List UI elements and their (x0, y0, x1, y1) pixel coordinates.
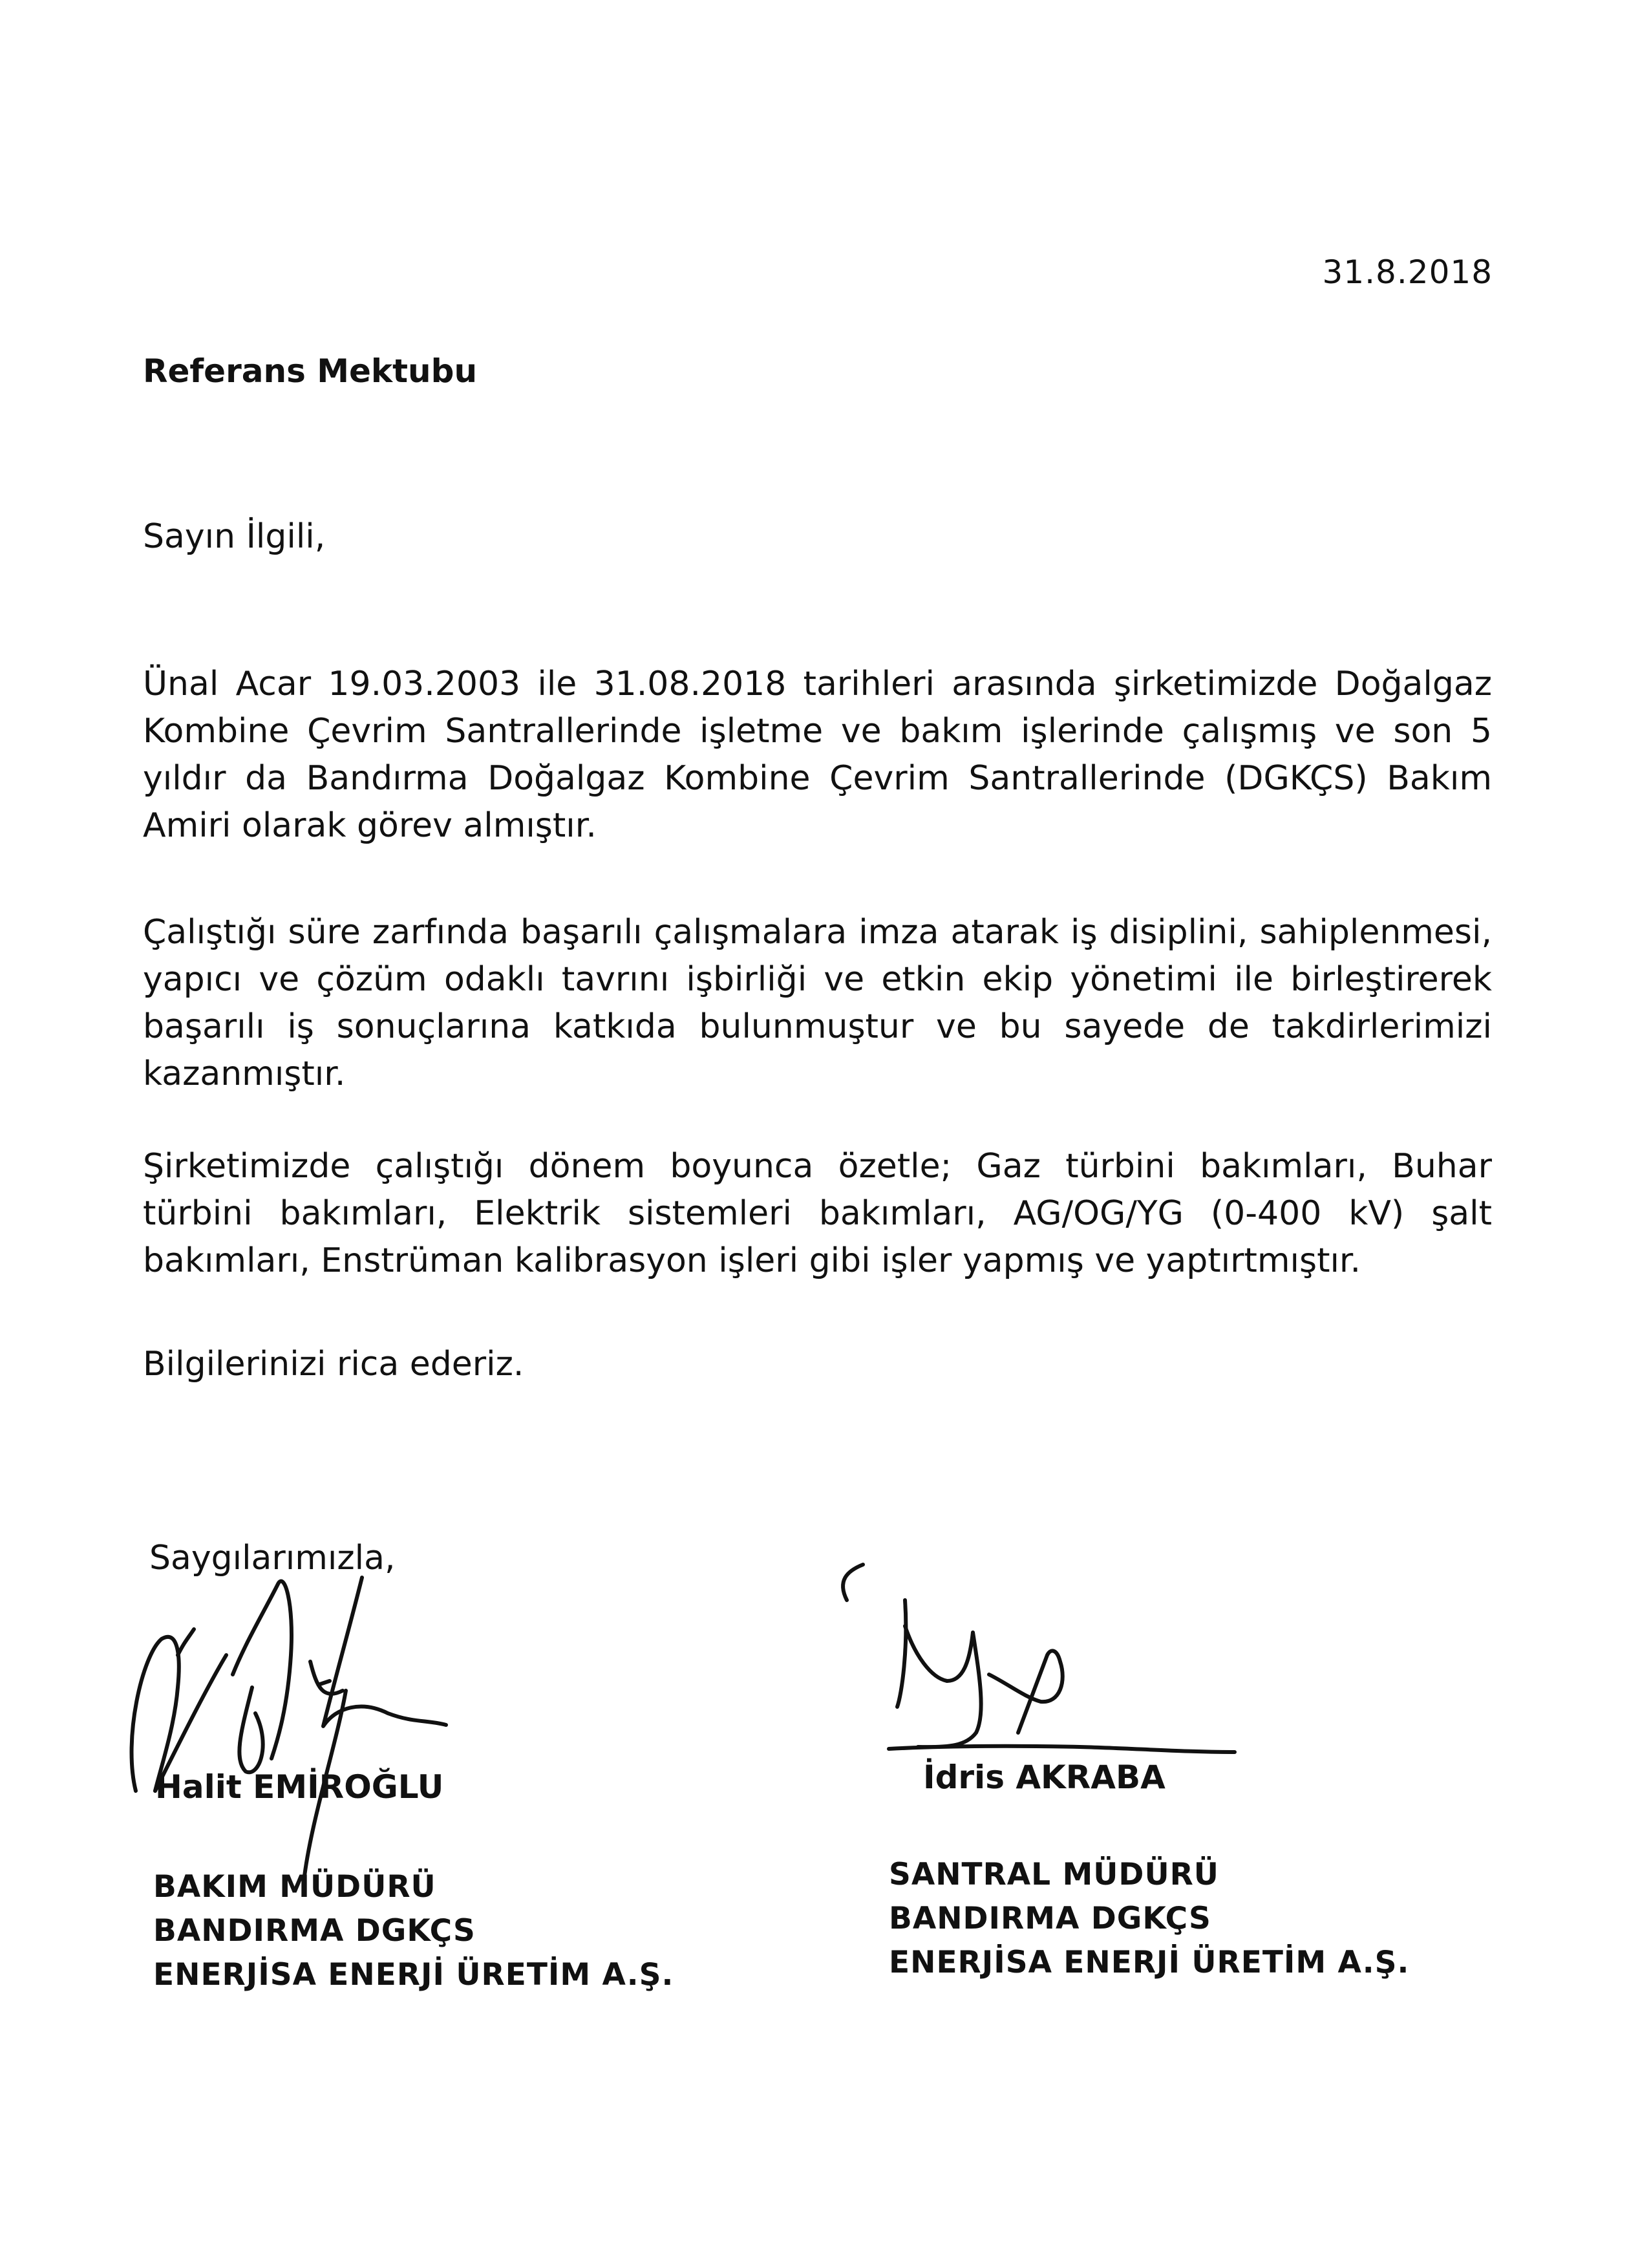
letter-date: 31.8.2018 (1322, 253, 1493, 291)
signatory-right-title-3: ENERJİSA ENERJİ ÜRETİM A.Ş. (889, 1945, 1410, 1980)
paragraph-employment: Ünal Acar 19.03.2003 ile 31.08.2018 tarihleri arasında şirketimizde Doğalgaz Kombine Çevrim Santrallerinde işletme ve bakım işlerinde çalışmış ve son 5 yıldır da Bandırma Doğalgaz Kombine Çevrim Santrallerinde (DGKÇS) Bakım Amiri olarak görev almıştır. (143, 665, 1492, 845)
signatory-left-name: Halit EMİROĞLU (155, 1768, 444, 1806)
salutation: Sayın İlgili, (143, 517, 326, 556)
signatory-left-title-2: BANDIRMA DGKÇS (153, 1913, 476, 1949)
regards-line: Saygılarımızla, (149, 1539, 396, 1578)
letter-title: Referans Mektubu (143, 352, 478, 390)
signature-right (821, 1552, 1261, 1759)
signatory-right-title-1: SANTRAL MÜDÜRÜ (889, 1857, 1219, 1892)
closing-line: Bilgilerinizi rica ederiz. (143, 1345, 524, 1384)
paragraph-duties: Şirketimizde çalıştığı dönem boyunca özetle; Gaz türbini bakımları, Buhar türbini bakımları, Elektrik sistemleri bakımları, AG/OG/YG (0-400 kV) şalt bakımları, Enstrüman kalibrasyon işleri gibi işler yapmış ve yaptırtmıştır. (143, 1147, 1492, 1280)
paragraph-performance: Çalıştığı süre zarfında başarılı çalışmalara imza atarak iş disiplini, sahiplenmesi, yapıcı ve çözüm odaklı tavrını işbirliği ve etkin ekip yönetimi ile birleştirerek başarılı iş sonuçlarına katkıda bulunmuştur ve bu sayede de takdirlerimizi kazanmıştır. (143, 913, 1492, 1093)
signature-left (116, 1578, 491, 1901)
signatory-right-titles (889, 1853, 1409, 1985)
signatory-right-title-2: BANDIRMA DGKÇS (889, 1901, 1211, 1936)
signatory-left-title-1: BAKIM MÜDÜRÜ (153, 1869, 436, 1905)
signatory-left-title-3: ENERJİSA ENERJİ ÜRETİM A.Ş. (153, 1957, 674, 1993)
signatory-right-name: İdris AKRABA (923, 1759, 1166, 1796)
signatory-left-titles (153, 1865, 674, 1997)
